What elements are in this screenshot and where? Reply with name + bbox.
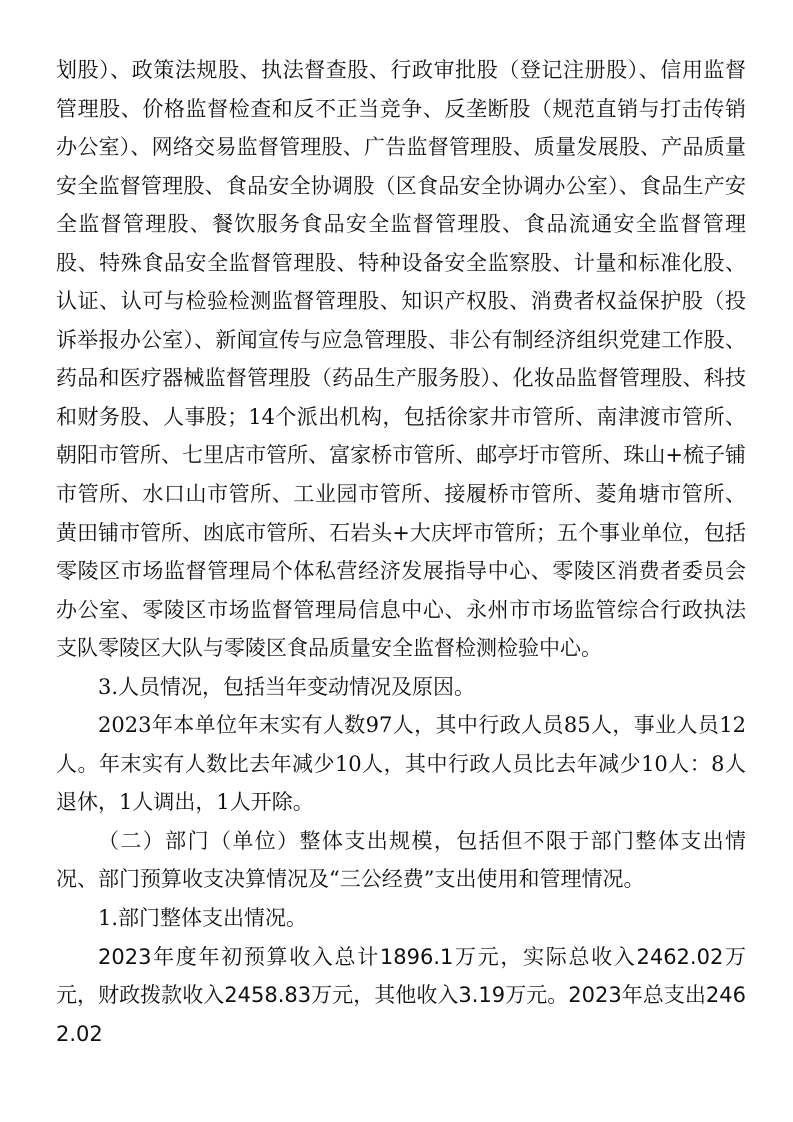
document-body	[56, 51, 746, 1053]
paragraph-overall-expenditure-heading: 1.部门整体支出情况。	[98, 906, 308, 931]
paragraph-staffing-details: 2023年本单位年末实有人数97人，其中行政人员85人，事业人员12人。年末实有人数比去年减少10人，其中行政人员比去年减少10人：8人退休，1人调出，1人开除。	[56, 713, 746, 815]
paragraph-budget-summary: 2023年度年初预算收入总计1896.1万元，实际总收入2462.02万元，财政拨款收入2458.83万元，其他收入3.19万元。2023年总支出2462.02	[56, 944, 746, 1046]
paragraph-staffing-heading: 3.人员情况，包括当年变动情况及原因。	[98, 674, 476, 699]
paragraph-organization-list: 划股）、政策法规股、执法督查股、行政审批股（登记注册股）、信用监督管理股、价格监督检查和反不正当竞争、反垄断股（规范直销与打击传销办公室）、网络交易监督管理股、广告监督管理股、质量发展股、产品质量安全监督管理股、食品安全协调股（区食品安全协调办公室）、食品生产安全监督管理股、餐饮服务食品安全监督管理股、食品流通安全监督管理股、特殊食品安全监督管理股、特种设备安全监察股、计量和标准化股、认证、认可与检验检测监督管理股、知识产权股、消费者权益保护股（投诉举报办公室）、新闻宣传与应急管理股、非公有制经济组织党建工作股、药品和医疗器械监督管理股（药品生产服务股）、化妆品监督管理股、科技和财务股、人事股；14个派出机构，包括徐家井市管所、南津渡市管所、朝阳市管所、七里店市管所、富家桥市管所、邮亭圩市管所、珠山+梳子铺市管所、水口山市管所、工业园市管所、接履桥市管所、菱角塘市管所、黄田铺市管所、凼底市管所、石岩头+大庆坪市管所；五个事业单位，包括零陵区市场监督管理局个体私营经济发展指导中心、零陵区消费者委员会办公室、零陵区市场监督管理局信息中心、永州市市场监管综合行政执法支队零陵区大队与零陵区食品质量安全监督检测检验中心。	[56, 58, 746, 661]
paragraph-expenditure-scale: （二）部门（单位）整体支出规模，包括但不限于部门整体支出情况、部门预算收支决算情况及“三公经费”支出使用和管理情况。	[56, 828, 746, 892]
